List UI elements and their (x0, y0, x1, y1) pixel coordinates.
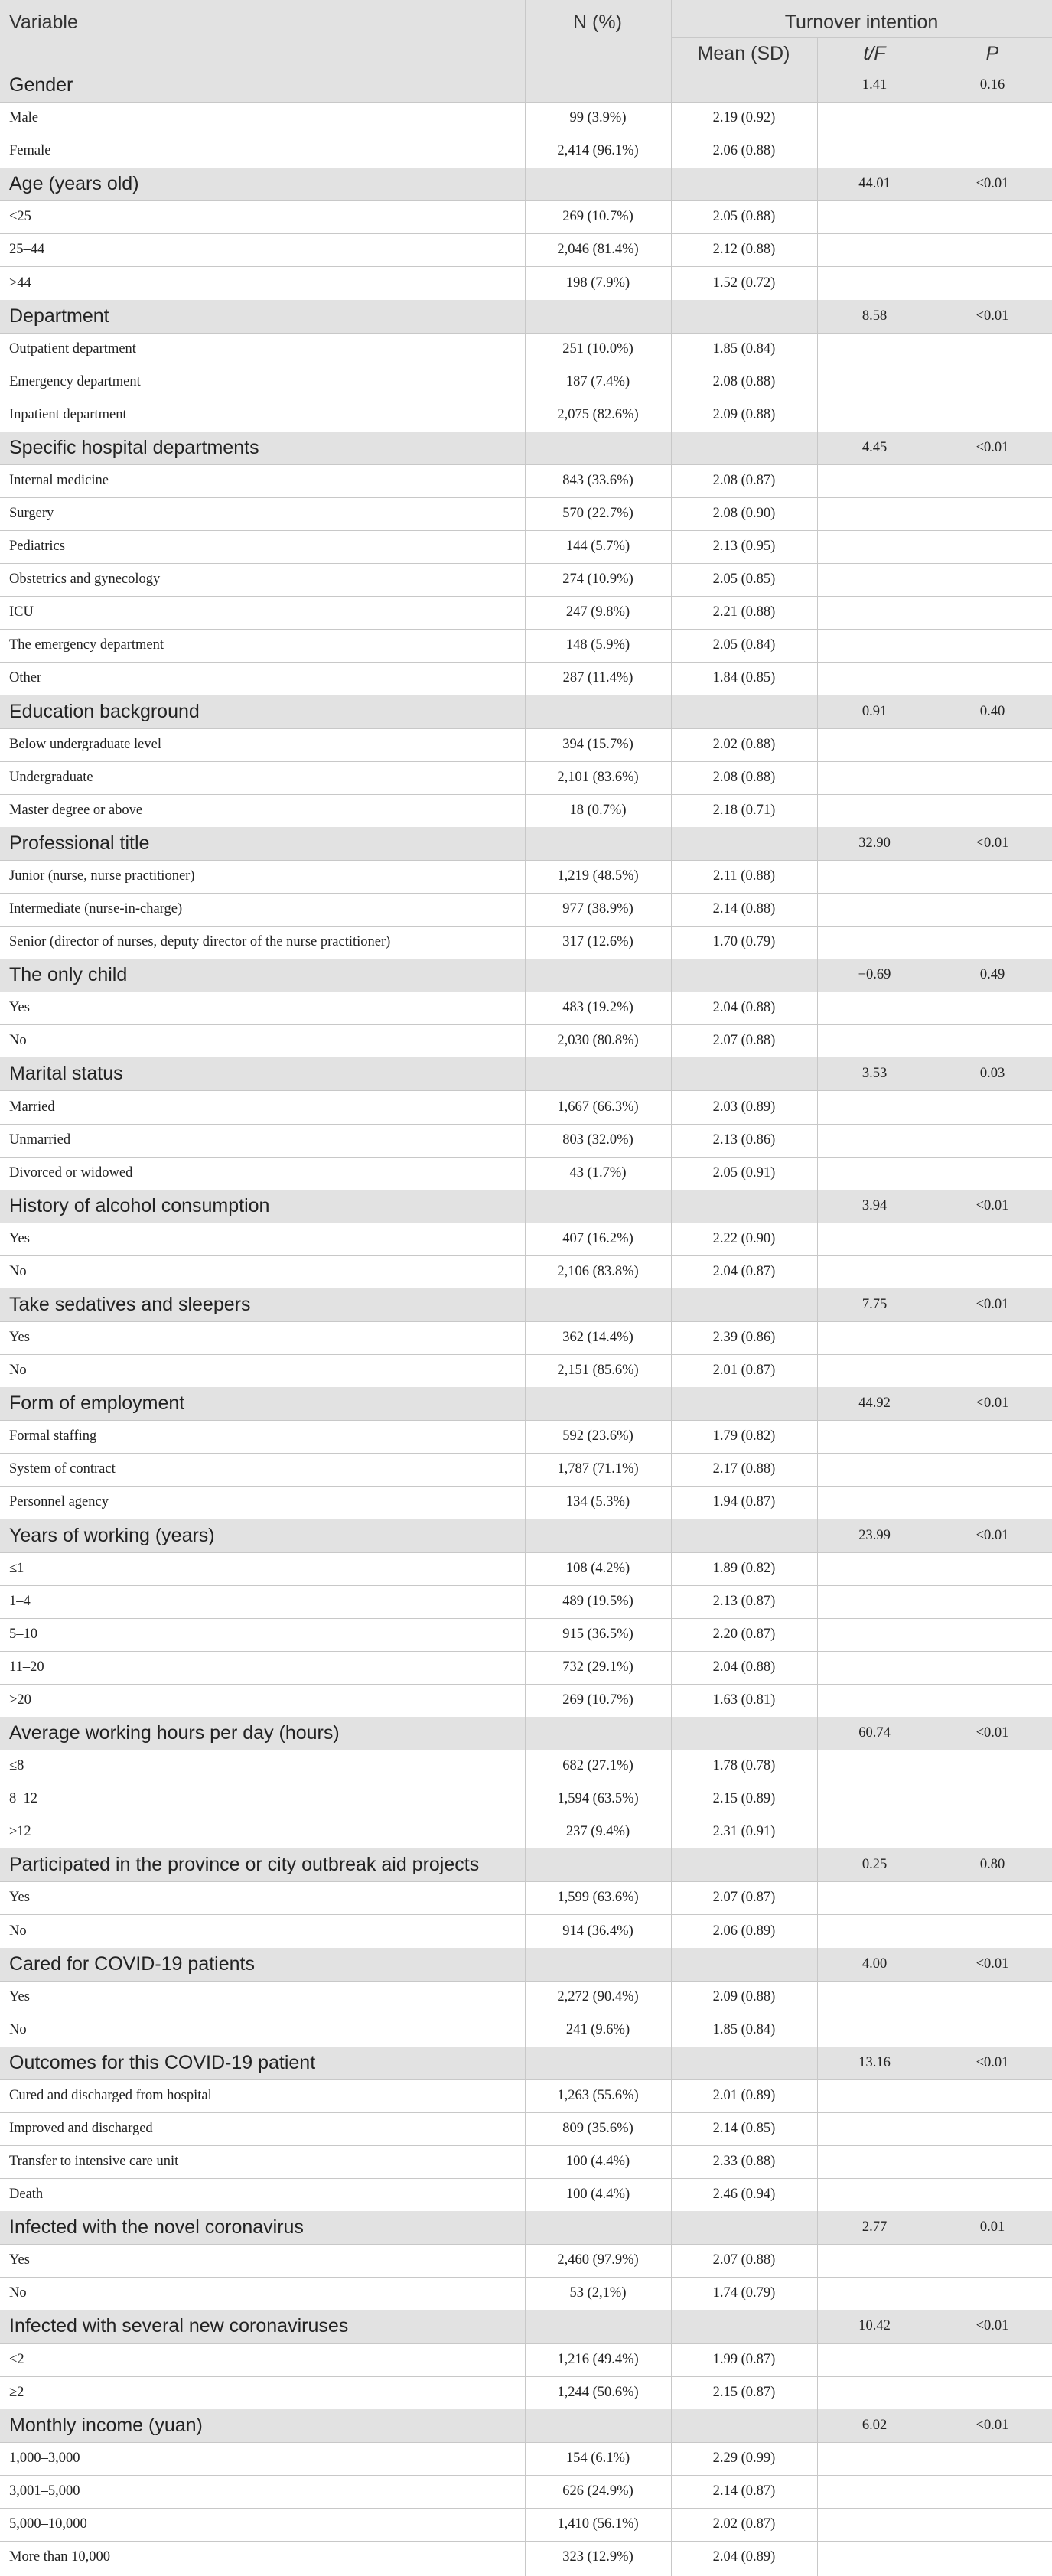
row-n-pct: 407 (16.2%) (562, 1230, 633, 1246)
row-n-pct: 198 (7.9%) (565, 275, 630, 291)
row-n-pct: 2,046 (81.4%) (557, 242, 639, 258)
row-mean-sd: 2.20 (0.87) (712, 1626, 776, 1642)
row-label: Married (9, 1099, 55, 1115)
row-label: Master degree or above (9, 802, 143, 818)
row-label: <25 (9, 209, 31, 225)
group-label: Average working hours per day (hours) (9, 1722, 340, 1744)
row-mean-sd: 2.08 (0.87) (712, 472, 776, 488)
row-mean-sd: 2.07 (0.88) (712, 1033, 776, 1049)
row-mean-sd: 2.22 (0.90) (712, 1230, 776, 1246)
row-mean-sd: 1.84 (0.85) (712, 670, 776, 686)
row-mean-sd: 2.17 (0.88) (712, 1461, 776, 1477)
row-mean-sd: 2.04 (0.87) (712, 1263, 776, 1279)
row-mean-sd: 2.13 (0.86) (712, 1132, 776, 1148)
row-n-pct: 148 (5.9%) (565, 637, 630, 653)
row-label: ≥2 (9, 2384, 24, 2400)
group-label: Form of employment (9, 1392, 185, 1415)
row-mean-sd: 1.78 (0.78) (712, 1758, 776, 1774)
row-mean-sd: 2.29 (0.99) (712, 2450, 776, 2466)
row-label: ≤1 (9, 1560, 24, 1576)
row-mean-sd: 1.63 (0.81) (712, 1692, 776, 1708)
group-t-value: 4.45 (861, 439, 888, 455)
row-label: No (9, 2021, 27, 2037)
group-t-value: 23.99 (858, 1527, 891, 1543)
group-t-value: 44.92 (858, 1395, 891, 1412)
row-label: 5–10 (9, 1626, 37, 1642)
row-n-pct: 187 (7.4%) (565, 373, 630, 389)
group-p-value: 0.01 (979, 2219, 1005, 2236)
row-n-pct: 18 (0.7%) (569, 802, 627, 818)
row-n-pct: 2,075 (82.6%) (557, 406, 639, 422)
row-label: No (9, 1263, 27, 1279)
row-mean-sd: 2.05 (0.88) (712, 209, 776, 225)
row-label: >44 (9, 275, 31, 291)
row-label: Yes (9, 2252, 30, 2268)
row-n-pct: 274 (10.9%) (562, 572, 633, 588)
row-n-pct: 2,460 (97.9%) (557, 2252, 639, 2268)
group-label: Participated in the province or city outbreak aid projects (9, 1854, 480, 1876)
row-mean-sd: 1.79 (0.82) (712, 1428, 776, 1444)
row-label: Junior (nurse, nurse practitioner) (9, 868, 195, 884)
row-mean-sd: 2.15 (0.87) (712, 2384, 776, 2400)
row-mean-sd: 1.52 (0.72) (712, 275, 776, 291)
row-label: No (9, 1033, 27, 1049)
group-p-value: <0.01 (975, 835, 1009, 851)
row-mean-sd: 2.06 (0.88) (712, 143, 776, 159)
row-label: 5,000–10,000 (9, 2516, 87, 2532)
row-mean-sd: 2.31 (0.91) (712, 1824, 776, 1840)
group-p-value: 0.40 (979, 703, 1005, 719)
header-mean-sd: Mean (SD) (697, 42, 790, 64)
row-mean-sd: 2.18 (0.71) (712, 802, 776, 818)
group-label: Education background (9, 700, 200, 722)
row-n-pct: 317 (12.6%) (562, 934, 633, 950)
row-label: Intermediate (nurse-in-charge) (9, 901, 183, 917)
row-n-pct: 100 (4.4%) (565, 2154, 630, 2170)
row-label: No (9, 1363, 27, 1379)
row-n-pct: 269 (10.7%) (562, 1692, 633, 1708)
group-p-value: <0.01 (975, 1197, 1009, 1213)
column-divider (671, 0, 672, 2576)
group-label: Infected with several new coronaviruses (9, 2315, 349, 2337)
row-label: Death (9, 2187, 44, 2203)
row-label: ≥12 (9, 1824, 31, 1840)
row-label: 11–20 (9, 1659, 44, 1675)
group-p-value: 0.16 (979, 77, 1005, 93)
group-p-value: 0.49 (979, 967, 1005, 983)
row-label: The emergency department (9, 637, 164, 653)
row-n-pct: 843 (33.6%) (562, 472, 633, 488)
group-label: Marital status (9, 1063, 123, 1085)
row-mean-sd: 2.13 (0.95) (712, 539, 776, 555)
group-p-value: <0.01 (975, 1395, 1009, 1412)
row-mean-sd: 2.03 (0.89) (712, 1099, 776, 1115)
row-n-pct: 247 (9.8%) (565, 604, 630, 620)
row-label: Pediatrics (9, 539, 65, 555)
row-n-pct: 154 (6.1%) (565, 2450, 630, 2466)
row-n-pct: 977 (38.9%) (562, 901, 633, 917)
group-p-value: 0.80 (979, 1857, 1005, 1873)
row-n-pct: 2,101 (83.6%) (557, 769, 639, 785)
row-n-pct: 100 (4.4%) (565, 2187, 630, 2203)
row-n-pct: 1,410 (56.1%) (557, 2516, 639, 2532)
header-subline (671, 37, 1052, 38)
group-t-value: 2.77 (861, 2219, 888, 2236)
group-label: Outcomes for this COVID-19 patient (9, 2051, 316, 2073)
group-label: Gender (9, 74, 73, 96)
group-p-value: <0.01 (975, 308, 1009, 324)
group-t-value: 44.01 (858, 176, 891, 192)
row-mean-sd: 1.89 (0.82) (712, 1560, 776, 1576)
row-n-pct: 592 (23.6%) (562, 1428, 633, 1444)
row-n-pct: 1,216 (49.4%) (557, 2351, 639, 2367)
group-t-value: 60.74 (858, 1725, 891, 1741)
row-label: More than 10,000 (9, 2549, 111, 2565)
header-turnover-intention: Turnover intention (784, 11, 939, 33)
row-label: Inpatient department (9, 406, 127, 422)
row-mean-sd: 2.04 (0.88) (712, 1000, 776, 1016)
row-mean-sd: 2.02 (0.87) (712, 2516, 776, 2532)
row-mean-sd: 2.12 (0.88) (712, 242, 776, 258)
row-n-pct: 241 (9.6%) (565, 2021, 630, 2037)
row-n-pct: 914 (36.4%) (562, 1923, 633, 1939)
row-mean-sd: 2.08 (0.88) (712, 769, 776, 785)
row-n-pct: 287 (11.4%) (562, 670, 633, 686)
header-t-f: t/F (863, 42, 886, 64)
group-t-value: 6.02 (861, 2417, 888, 2433)
group-label: Age (years old) (9, 173, 139, 195)
group-t-value: 0.91 (861, 703, 888, 719)
row-n-pct: 1,667 (66.3%) (557, 1099, 639, 1115)
row-mean-sd: 2.04 (0.88) (712, 1659, 776, 1675)
row-n-pct: 1,263 (55.6%) (557, 2087, 639, 2103)
row-mean-sd: 1.85 (0.84) (712, 2021, 776, 2037)
row-label: Below undergraduate level (9, 736, 161, 752)
row-label: 8–12 (9, 1791, 37, 1807)
row-n-pct: 809 (35.6%) (562, 2120, 633, 2136)
row-n-pct: 251 (10.0%) (562, 340, 633, 357)
row-n-pct: 99 (3.9%) (569, 110, 627, 126)
row-n-pct: 1,244 (50.6%) (557, 2384, 639, 2400)
row-label: Transfer to intensive care unit (9, 2154, 179, 2170)
row-n-pct: 682 (27.1%) (562, 1758, 633, 1774)
row-n-pct: 1,594 (63.5%) (557, 1791, 639, 1807)
row-mean-sd: 1.74 (0.79) (712, 2285, 776, 2301)
row-n-pct: 323 (12.9%) (562, 2549, 633, 2565)
group-t-value: 3.53 (861, 1066, 888, 1082)
group-p-value: <0.01 (975, 176, 1009, 192)
row-n-pct: 362 (14.4%) (562, 1330, 633, 1346)
row-n-pct: 1,787 (71.1%) (557, 1461, 639, 1477)
column-divider (525, 0, 526, 2576)
row-label: No (9, 1923, 27, 1939)
group-t-value: 8.58 (861, 308, 888, 324)
row-label: Yes (9, 1890, 30, 1906)
row-label: Yes (9, 1230, 30, 1246)
row-label: Female (9, 143, 51, 159)
group-t-value: 32.90 (858, 835, 891, 851)
group-p-value: <0.01 (975, 2054, 1009, 2070)
group-p-value: <0.01 (975, 1296, 1009, 1312)
row-mean-sd: 2.19 (0.92) (712, 110, 776, 126)
row-n-pct: 570 (22.7%) (562, 506, 633, 522)
row-label: ≤8 (9, 1758, 24, 1774)
row-n-pct: 1,599 (63.6%) (557, 1890, 639, 1906)
row-label: 25–44 (9, 242, 45, 258)
group-p-value: <0.01 (975, 2318, 1009, 2334)
row-n-pct: 2,151 (85.6%) (557, 1363, 639, 1379)
group-label: The only child (9, 964, 128, 986)
group-t-value: 1.41 (861, 77, 888, 93)
row-mean-sd: 1.85 (0.84) (712, 340, 776, 357)
group-label: Years of working (years) (9, 1524, 215, 1546)
row-n-pct: 489 (19.5%) (562, 1593, 633, 1609)
row-mean-sd: 2.33 (0.88) (712, 2154, 776, 2170)
row-n-pct: 483 (19.2%) (562, 1000, 633, 1016)
row-n-pct: 626 (24.9%) (562, 2483, 633, 2499)
row-label: ICU (9, 604, 34, 620)
group-label: Infected with the novel coronavirus (9, 2216, 304, 2239)
row-mean-sd: 2.21 (0.88) (712, 604, 776, 620)
group-t-value: −0.69 (858, 967, 891, 983)
row-mean-sd: 1.99 (0.87) (712, 2351, 776, 2367)
row-n-pct: 1,219 (48.5%) (557, 868, 639, 884)
row-n-pct: 732 (29.1%) (562, 1659, 633, 1675)
group-t-value: 3.94 (861, 1197, 888, 1213)
row-mean-sd: 2.14 (0.88) (712, 901, 776, 917)
row-n-pct: 394 (15.7%) (562, 736, 633, 752)
row-label: 3,001–5,000 (9, 2483, 80, 2499)
row-label: >20 (9, 1692, 31, 1708)
row-label: 1–4 (9, 1593, 31, 1609)
row-label: Male (9, 110, 39, 126)
row-n-pct: 108 (4.2%) (565, 1560, 630, 1576)
group-label: Specific hospital departments (9, 436, 259, 458)
row-mean-sd: 2.15 (0.89) (712, 1791, 776, 1807)
row-label: Undergraduate (9, 769, 93, 785)
row-mean-sd: 2.11 (0.88) (712, 868, 775, 884)
row-mean-sd: 2.08 (0.88) (712, 373, 776, 389)
row-label: 1,000–3,000 (9, 2450, 80, 2466)
row-mean-sd: 2.07 (0.88) (712, 2252, 776, 2268)
row-label: Internal medicine (9, 472, 109, 488)
group-t-value: 10.42 (858, 2318, 891, 2334)
group-p-value: 0.03 (979, 1066, 1005, 1082)
row-mean-sd: 2.02 (0.88) (712, 736, 776, 752)
row-mean-sd: 2.09 (0.88) (712, 1988, 776, 2004)
row-n-pct: 237 (9.4%) (565, 1824, 630, 1840)
row-mean-sd: 2.01 (0.87) (712, 1363, 776, 1379)
row-n-pct: 2,272 (90.4%) (557, 1988, 639, 2004)
row-label: Obstetrics and gynecology (9, 572, 161, 588)
group-label: Professional title (9, 832, 150, 854)
row-mean-sd: 2.08 (0.90) (712, 506, 776, 522)
row-mean-sd: 2.05 (0.85) (712, 572, 776, 588)
row-n-pct: 269 (10.7%) (562, 209, 633, 225)
group-p-value: <0.01 (975, 2417, 1009, 2433)
row-n-pct: 803 (32.0%) (562, 1132, 633, 1148)
row-n-pct: 915 (36.5%) (562, 1626, 633, 1642)
row-mean-sd: 2.07 (0.87) (712, 1890, 776, 1906)
row-label: Senior (director of nurses, deputy director of the nurse practitioner) (9, 934, 391, 950)
group-t-value: 4.00 (861, 1956, 888, 1972)
group-t-value: 13.16 (858, 2054, 891, 2070)
row-mean-sd: 2.46 (0.94) (712, 2187, 776, 2203)
row-mean-sd: 2.05 (0.91) (712, 1164, 776, 1181)
row-n-pct: 2,414 (96.1%) (557, 143, 639, 159)
column-divider (817, 38, 818, 2576)
row-mean-sd: 1.94 (0.87) (712, 1494, 776, 1510)
row-mean-sd: 2.13 (0.87) (712, 1593, 776, 1609)
row-mean-sd: 2.39 (0.86) (712, 1330, 776, 1346)
group-t-value: 0.25 (861, 1857, 888, 1873)
row-mean-sd: 2.09 (0.88) (712, 406, 776, 422)
row-label: Divorced or widowed (9, 1164, 133, 1181)
row-label: Surgery (9, 506, 54, 522)
group-label: History of alcohol consumption (9, 1194, 270, 1216)
row-mean-sd: 2.04 (0.89) (712, 2549, 776, 2565)
row-n-pct: 134 (5.3%) (565, 1494, 630, 1510)
group-label: Cared for COVID-19 patients (9, 1952, 255, 1975)
row-n-pct: 2,030 (80.8%) (557, 1033, 639, 1049)
group-p-value: <0.01 (975, 1956, 1009, 1972)
row-mean-sd: 1.70 (0.79) (712, 934, 776, 950)
row-n-pct: 2,106 (83.8%) (557, 1263, 639, 1279)
row-mean-sd: 2.14 (0.85) (712, 2120, 776, 2136)
header-n-pct: N (%) (573, 11, 622, 33)
group-label: Take sedatives and sleepers (9, 1293, 251, 1315)
group-p-value: <0.01 (975, 1725, 1009, 1741)
row-n-pct: 144 (5.7%) (565, 539, 630, 555)
group-label: Department (9, 304, 109, 327)
row-label: Formal staffing (9, 1428, 97, 1444)
row-label: Other (9, 670, 42, 686)
row-label: Yes (9, 1000, 30, 1016)
row-mean-sd: 2.06 (0.89) (712, 1923, 776, 1939)
row-label: <2 (9, 2351, 24, 2367)
row-label: Personnel agency (9, 1494, 109, 1510)
row-label: Yes (9, 1988, 30, 2004)
row-label: No (9, 2285, 27, 2301)
row-label: Cured and discharged from hospital (9, 2087, 212, 2103)
row-label: Yes (9, 1330, 30, 1346)
group-t-value: 7.75 (861, 1296, 888, 1312)
row-label: Emergency department (9, 373, 141, 389)
group-p-value: <0.01 (975, 439, 1009, 455)
header-variable: Variable (9, 11, 78, 33)
group-label: Monthly income (yuan) (9, 2414, 203, 2436)
row-label: Outpatient department (9, 340, 136, 357)
row-n-pct: 43 (1.7%) (569, 1164, 627, 1181)
header-p: P (985, 42, 999, 64)
row-label: Improved and discharged (9, 2120, 153, 2136)
row-label: Unmarried (9, 1132, 71, 1148)
row-label: System of contract (9, 1461, 116, 1477)
row-mean-sd: 2.14 (0.87) (712, 2483, 776, 2499)
row-mean-sd: 2.01 (0.89) (712, 2087, 776, 2103)
row-n-pct: 53 (2,1%) (569, 2285, 627, 2301)
row-mean-sd: 2.05 (0.84) (712, 637, 776, 653)
group-p-value: <0.01 (975, 1527, 1009, 1543)
